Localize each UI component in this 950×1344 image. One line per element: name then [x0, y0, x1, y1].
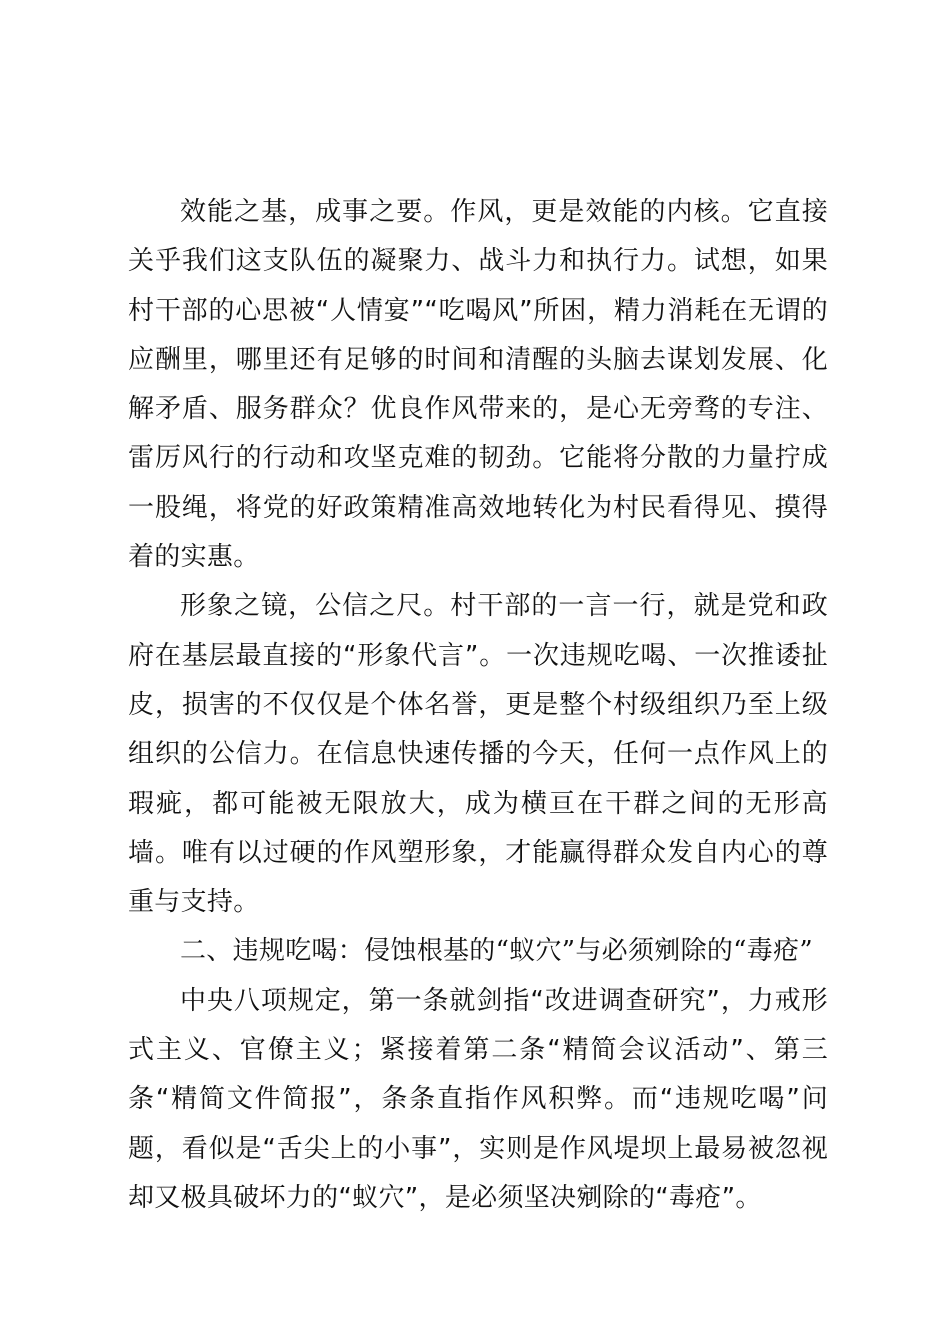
- paragraph-image: 形象之镜，公信之尺。村干部的一言一行，就是党和政府在基层最直接的“形象代言”。一次违规吃喝、一次推诿扯皮，损害的不仅仅是个体名誉，更是整个村级组织乃至上级组织的公信力。在信息快速传播的今天，任何一点作风上的瑕疵，都可能被无限放大，成为横亘在干群之间的无形高墙。唯有以过硬的作风塑形象，才能赢得群众发自内心的尊重与支持。: [128, 591, 828, 918]
- paragraph-efficiency: 效能之基，成事之要。作风，更是效能的内核。它直接关乎我们这支队伍的凝聚力、战斗力和执行力。试想，如果村干部的心思被“人情宴”“吃喝风”所困，精力消耗在无谓的应酬里，哪里还有足够的时间和清醒的头脑去谋划发展、化解矛盾、服务群众？优良作风带来的，是心无旁骛的专注、雷厉风行的行动和攻坚克难的韧劲。它能将分散的力量拧成一股绳，将党的好政策精准高效地转化为村民看得见、摸得着的实惠。: [128, 197, 828, 573]
- document-body: [128, 188, 828, 1223]
- section-heading: 二、违规吃喝：侵蚀根基的“蚁穴”与必须剜除的“毒疮”: [180, 936, 813, 967]
- paragraph-eight-rules: 中央八项规定，第一条就剑指“改进调查研究”，力戒形式主义、官僚主义；紧接着第二条“精简会议活动”、第三条“精简文件简报”，条条直指作风积弊。而“违规吃喝”问题，看似是“舌尖上的小事”，实则是作风堤坝上最易被忽视却又极具破坏力的“蚁穴”，是必须坚决剜除的“毒疮”。: [128, 985, 828, 1213]
